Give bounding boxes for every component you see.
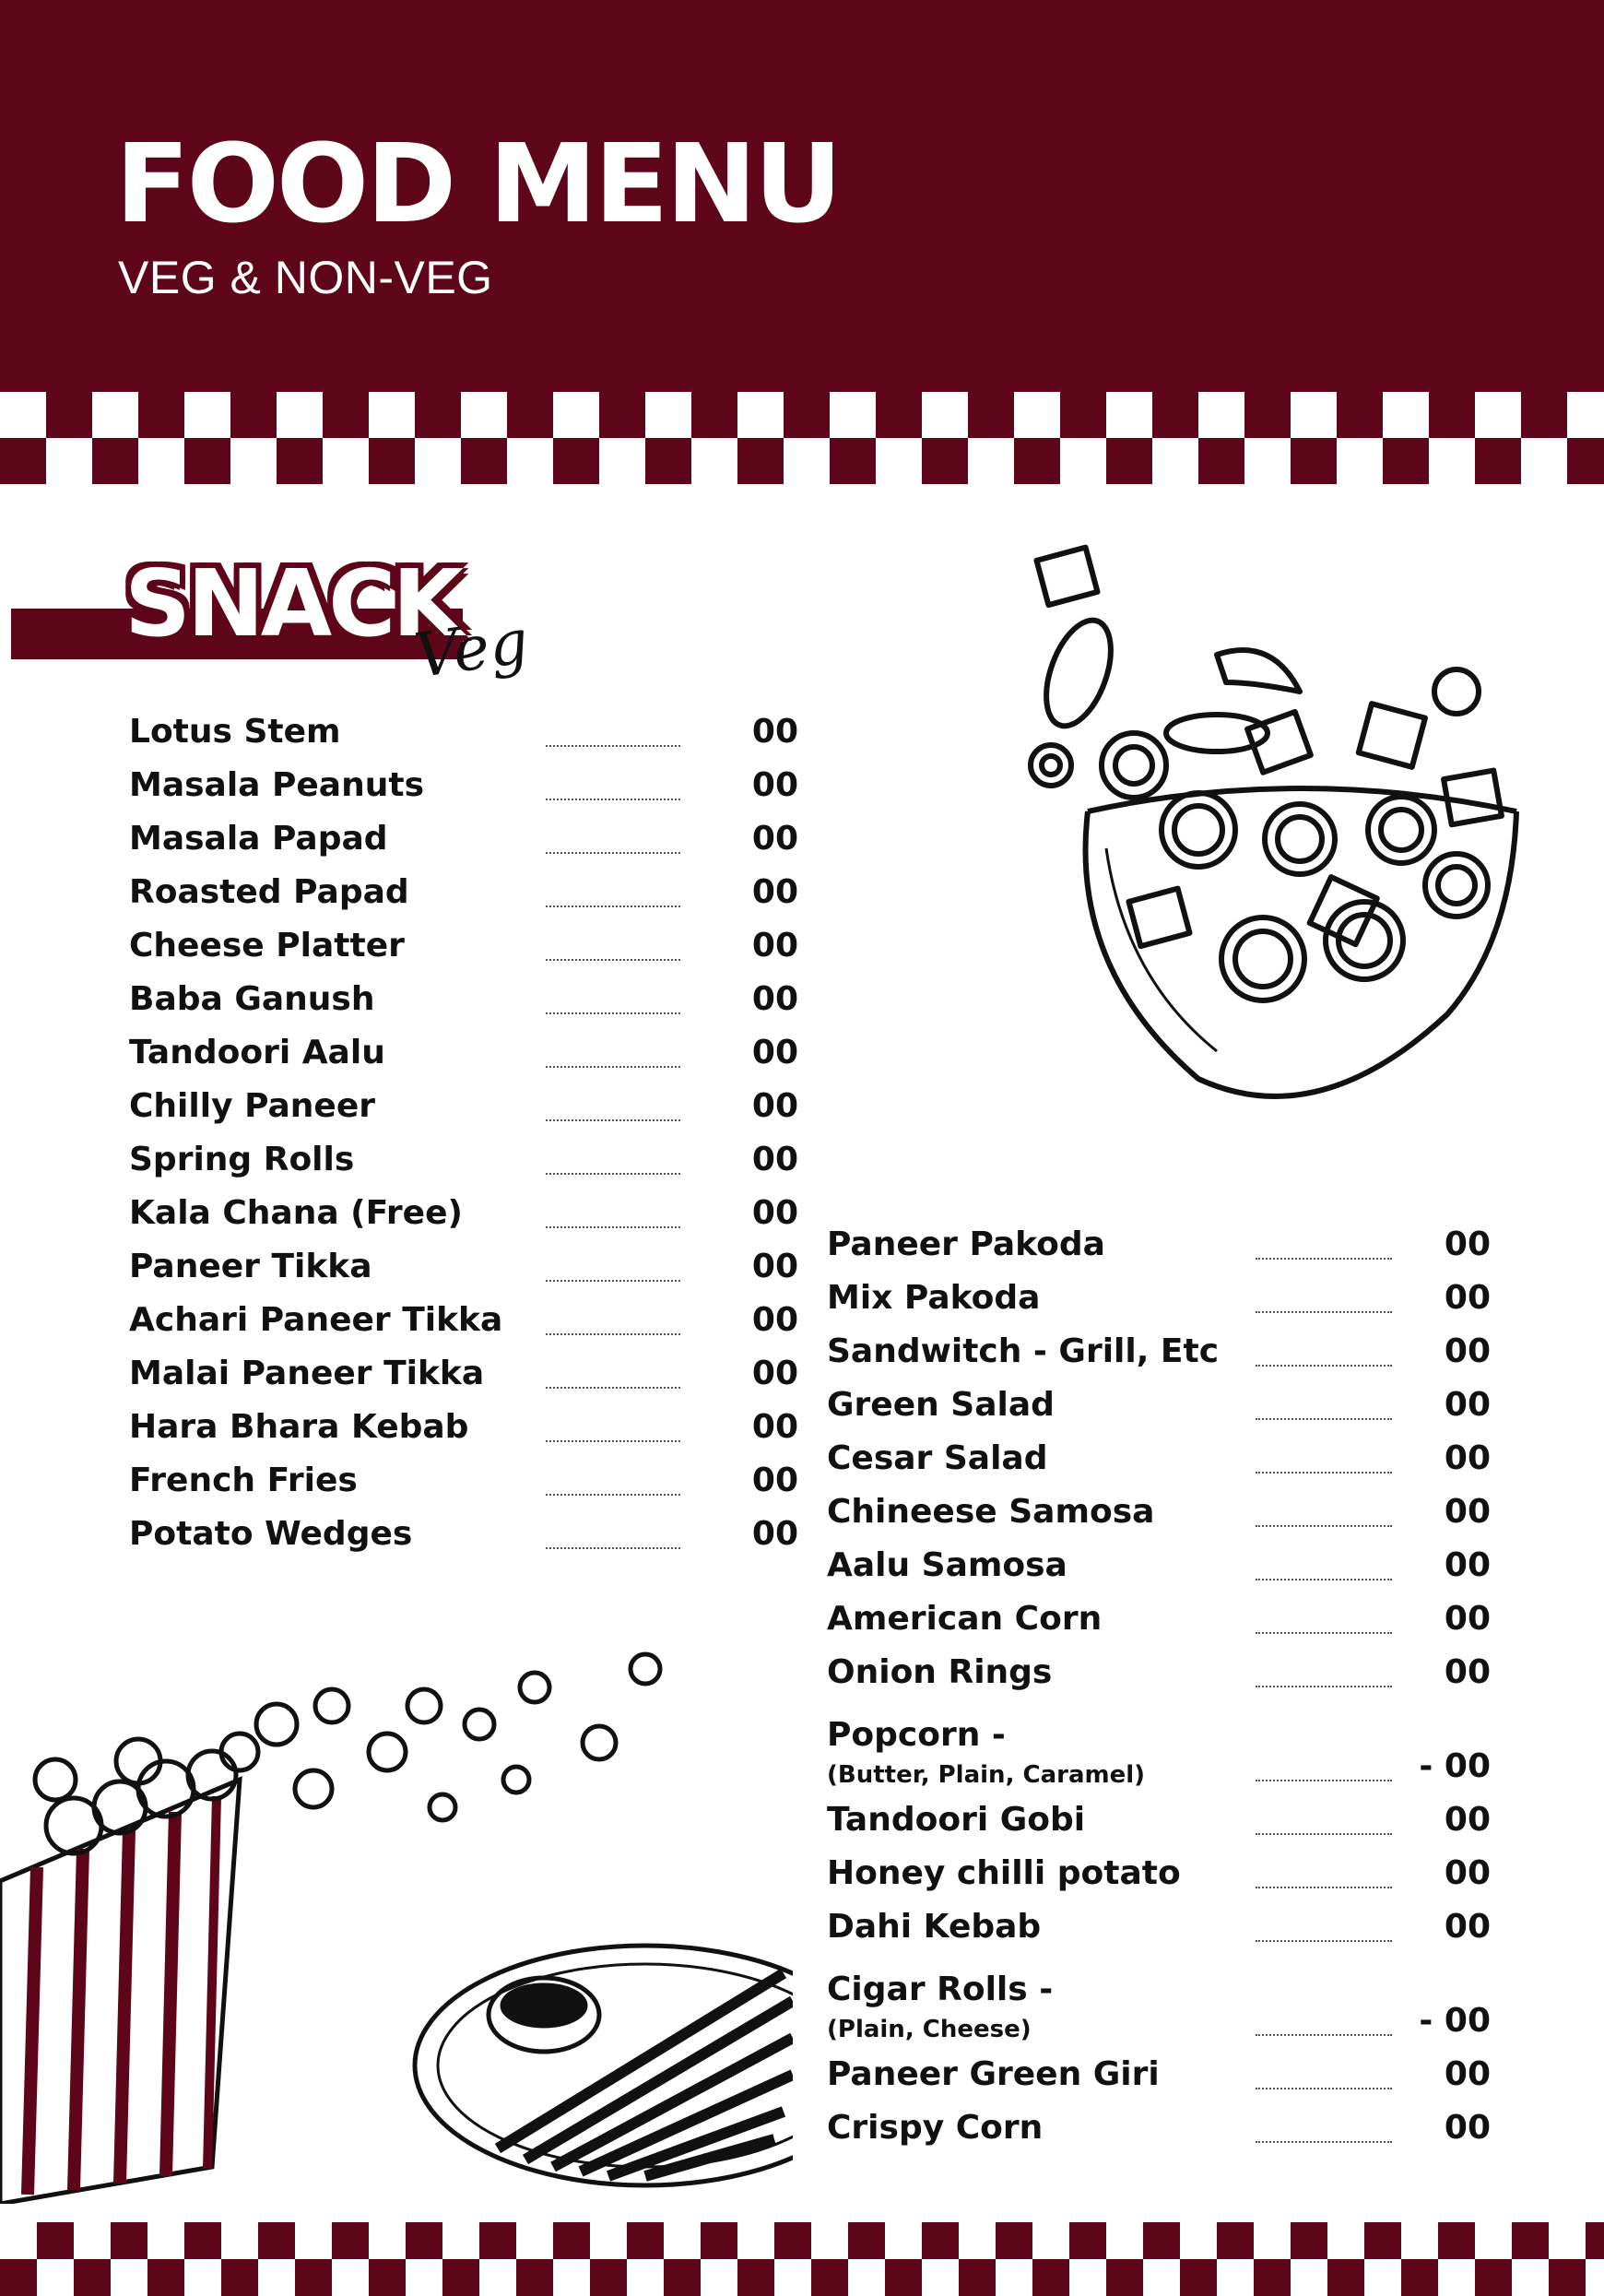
menu-item xyxy=(827,2053,1491,2106)
item-name: American Corn xyxy=(827,1600,1103,1638)
menu-item xyxy=(129,817,802,870)
item-price: 00 xyxy=(1444,1332,1491,1370)
dot-leader xyxy=(546,1333,680,1335)
item-price: 00 xyxy=(751,1248,798,1285)
item-name: Dahi Kebab xyxy=(827,1908,1042,1946)
item-name: Chineese Samosa xyxy=(827,1493,1155,1531)
item-price: 00 xyxy=(751,980,798,1018)
dot-leader xyxy=(1256,2088,1392,2089)
menu-item xyxy=(827,1383,1491,1437)
item-name: Hara Bhara Kebab xyxy=(129,1408,469,1446)
header-banner xyxy=(0,0,1604,392)
dot-leader xyxy=(1256,1833,1392,1835)
dot-leader xyxy=(546,1387,680,1389)
item-price: 00 xyxy=(751,1355,798,1392)
item-price: 00 xyxy=(751,927,798,965)
item-price: 00 xyxy=(1444,1908,1491,1946)
fries-plate-icon xyxy=(406,1918,793,2195)
item-price: 00 xyxy=(1444,1386,1491,1424)
item-name: Lotus Stem xyxy=(129,713,341,751)
item-name: Spring Rolls xyxy=(129,1141,355,1178)
dot-leader xyxy=(1256,1258,1392,1260)
item-price: 00 xyxy=(1444,1225,1491,1263)
dot-leader xyxy=(1256,1780,1392,1781)
item-name: Baba Ganush xyxy=(129,980,375,1018)
item-price: 00 xyxy=(751,1034,798,1071)
item-name: Tandoori Gobi xyxy=(827,1801,1086,1839)
item-name: Cigar Rolls - xyxy=(827,1971,1054,2008)
dot-leader xyxy=(546,905,680,907)
item-price: 00 xyxy=(1444,2109,1491,2147)
menu-item xyxy=(129,1352,802,1405)
item-name: Paneer Tikka xyxy=(129,1248,372,1285)
item-options: (Plain, Cheese) xyxy=(827,2016,1032,2043)
item-price: 00 xyxy=(751,1087,798,1125)
menu-item xyxy=(827,1704,1491,1798)
menu-item xyxy=(129,710,802,763)
menu-item xyxy=(827,1852,1491,1905)
menu-item xyxy=(827,1437,1491,1490)
dot-leader xyxy=(546,1066,680,1068)
item-price: 00 xyxy=(751,1141,798,1178)
item-price: 00 xyxy=(1444,1546,1491,1584)
item-options: (Butter, Plain, Caramel) xyxy=(827,1761,1146,1789)
left-menu-list xyxy=(129,710,802,1566)
item-name: Paneer Green Giri xyxy=(827,2055,1160,2093)
menu-item xyxy=(129,1512,802,1566)
menu-item xyxy=(129,1084,802,1138)
menu-item xyxy=(827,1276,1491,1330)
item-name: Sandwitch - Grill, Etc xyxy=(827,1332,1220,1370)
item-price: 00 xyxy=(1444,1653,1491,1691)
dot-leader xyxy=(546,1494,680,1496)
dot-leader xyxy=(546,1440,680,1442)
item-name: Potato Wedges xyxy=(129,1515,413,1553)
item-name: Masala Papad xyxy=(129,820,388,858)
item-price: 00 xyxy=(1444,1439,1491,1477)
checker-border-top xyxy=(0,392,1604,484)
menu-item xyxy=(129,763,802,817)
item-price: 00 xyxy=(1444,1493,1491,1531)
item-price: 00 xyxy=(1444,2055,1491,2093)
item-name: Cesar Salad xyxy=(827,1439,1048,1477)
item-price: 00 xyxy=(751,1301,798,1339)
item-name: Tandoori Aalu xyxy=(129,1034,385,1071)
dot-leader xyxy=(1256,1418,1392,1420)
dot-leader xyxy=(546,852,680,854)
dot-leader xyxy=(546,1226,680,1228)
dot-leader xyxy=(1256,1632,1392,1634)
menu-item xyxy=(129,977,802,1031)
item-price: 00 xyxy=(1444,1600,1491,1638)
item-price: 00 xyxy=(751,873,798,911)
menu-item xyxy=(827,1959,1491,2053)
dot-leader xyxy=(546,1119,680,1121)
item-name: Roasted Papad xyxy=(129,873,409,911)
item-name: Honey chilli potato xyxy=(827,1854,1181,1892)
menu-item xyxy=(129,924,802,977)
item-name: Malai Paneer Tikka xyxy=(129,1355,485,1392)
dot-leader xyxy=(546,745,680,747)
item-price: 00 xyxy=(1444,1854,1491,1892)
dot-leader xyxy=(546,1547,680,1549)
item-price: 00 xyxy=(751,1408,798,1446)
item-name: Mix Pakoda xyxy=(827,1279,1041,1317)
menu-item xyxy=(129,1298,802,1352)
menu-item xyxy=(827,1223,1491,1276)
menu-item xyxy=(129,1138,802,1191)
item-name: Cheese Platter xyxy=(129,927,405,965)
item-name: Paneer Pakoda xyxy=(827,1225,1105,1263)
dot-leader xyxy=(546,1280,680,1282)
item-price: 00 xyxy=(751,1515,798,1553)
menu-title: FOOD MENU xyxy=(115,120,840,247)
item-name: Green Salad xyxy=(827,1386,1055,1424)
dot-leader xyxy=(1256,2141,1392,2143)
dot-leader xyxy=(1256,1472,1392,1473)
dot-leader xyxy=(1256,1686,1392,1687)
item-price: 00 xyxy=(1444,1279,1491,1317)
menu-item xyxy=(129,870,802,924)
menu-subtitle: VEG & NON-VEG xyxy=(118,252,493,303)
item-price: 00 xyxy=(751,713,798,751)
item-price: 00 xyxy=(751,820,798,858)
dot-leader xyxy=(1256,1311,1392,1313)
menu-item xyxy=(827,1798,1491,1852)
dot-leader xyxy=(1256,2034,1392,2036)
dot-leader xyxy=(1256,1887,1392,1888)
menu-item xyxy=(129,1191,802,1245)
menu-item xyxy=(129,1031,802,1084)
salad-bowl-icon xyxy=(1014,535,1530,1125)
menu-item xyxy=(827,1597,1491,1651)
menu-item xyxy=(827,2106,1491,2160)
dot-leader xyxy=(1256,1525,1392,1527)
menu-item xyxy=(129,1405,802,1459)
item-price: 00 xyxy=(1444,1801,1491,1839)
item-name: Masala Peanuts xyxy=(129,766,424,804)
menu-item xyxy=(827,1490,1491,1544)
dot-leader xyxy=(1256,1365,1392,1367)
item-name: French Fries xyxy=(129,1462,358,1499)
menu-item xyxy=(129,1245,802,1298)
section-title: SNACK xyxy=(124,550,460,657)
menu-item xyxy=(129,1459,802,1512)
section-tag-veg: Veg xyxy=(410,605,533,692)
item-name: Crispy Corn xyxy=(827,2109,1044,2147)
item-price: - 00 xyxy=(1419,1747,1491,1785)
dot-leader xyxy=(546,1173,680,1175)
menu-item xyxy=(827,1905,1491,1959)
menu-item xyxy=(827,1651,1491,1704)
dot-leader xyxy=(546,799,680,800)
item-price: - 00 xyxy=(1419,2002,1491,2040)
item-name: Achari Paneer Tikka xyxy=(129,1301,503,1339)
item-price: 00 xyxy=(751,766,798,804)
item-name: Kala Chana (Free) xyxy=(129,1194,463,1232)
dot-leader xyxy=(546,959,680,961)
item-price: 00 xyxy=(751,1194,798,1232)
item-name: Aalu Samosa xyxy=(827,1546,1067,1584)
menu-item xyxy=(827,1544,1491,1597)
dot-leader xyxy=(1256,1940,1392,1942)
checker-border-bottom xyxy=(0,2222,1604,2296)
item-price: 00 xyxy=(751,1462,798,1499)
item-name: Chilly Paneer xyxy=(129,1087,375,1125)
menu-item xyxy=(827,1330,1491,1383)
dot-leader xyxy=(1256,1579,1392,1580)
dot-leader xyxy=(546,1012,680,1014)
item-name: Onion Rings xyxy=(827,1653,1053,1691)
right-menu-list xyxy=(827,1223,1491,2160)
item-name: Popcorn - xyxy=(827,1716,1006,1754)
